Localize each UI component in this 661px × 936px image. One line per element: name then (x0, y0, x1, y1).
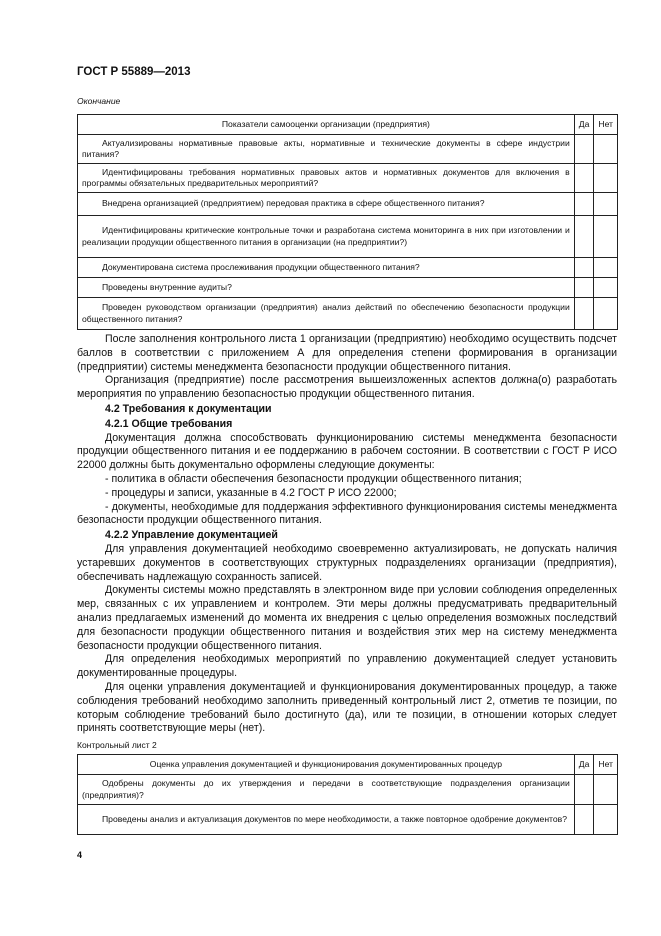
table-continuation-caption: Окончание (77, 96, 121, 106)
question-cell: Документирована система прослеживания продукции общественного питания? (78, 258, 575, 278)
column-header-yes: Да (574, 755, 594, 775)
table-row (78, 164, 618, 193)
question-cell: Актуализированы нормативные правовые акты, нормативные и технические документы в сфере индустрии питания? (78, 135, 575, 164)
document-code: ГОСТ Р 55889—2013 (77, 66, 191, 78)
column-header-no: Нет (594, 755, 618, 775)
yes-cell[interactable] (574, 298, 594, 330)
question-cell: Идентифицированы критические контрольные точки и разработана система мониторинга в них при изготовлении и реализации продукции общественного питания в организации (на предприятии?) (78, 216, 575, 258)
question-cell: Идентифицированы требования нормативных правовых актов и нормативных документов для включения в программы обязательных предварительных мероприятий? (78, 164, 575, 193)
table-row (78, 805, 618, 835)
paragraph: Документация должна способствовать функционированию системы менеджмента безопасности продукции общественного питания и ее поддержанию в рабочем состоянии. В соответствии с ГОСТ Р ИСО 22000 должны быть документально оформлены следующие документы: (77, 431, 617, 472)
paragraph: Для оценки управления документацией и функционирования документированных процедур, а также соблюдения требований необходимо заполнить приведенный контрольный лист 2, отметив те позиции, по которым соблюдение требований было достигнуто (да), или те позиции, в отношении которых следует принять соответствующие меры (нет). (77, 680, 617, 735)
yes-cell[interactable] (574, 135, 594, 164)
paragraph: Для определения необходимых мероприятий по управлению документацией следует установить документированные процедуры. (77, 653, 617, 680)
list-item: - политика в области обеспечения безопасности продукции общественного питания; (105, 472, 522, 485)
yes-cell[interactable] (574, 164, 594, 193)
question-cell: Одобрены документы до их утверждения и передачи в соответствующие подразделения организации (предприятия)? (78, 775, 575, 805)
table-row (78, 258, 618, 278)
paragraph: После заполнения контрольного листа 1 организации (предприятию) необходимо осуществить подсчет баллов в соответствии с приложением А для определения степени формирования в организации (предприятии) системы менеджмента безопасности продукции общественного питания. (77, 333, 617, 373)
page-number: 4 (77, 850, 83, 860)
column-header: Показатели самооценки организации (предприятия) (78, 115, 575, 135)
subsection-heading: 4.2.1 Общие требования (105, 417, 233, 430)
list-item: - документы, необходимые для поддержания эффективного функционирования системы менеджмента безопасности продукции общественного питания. (77, 500, 617, 527)
self-assessment-table (77, 114, 618, 330)
table-row (78, 193, 618, 216)
question-cell: Проведены анализ и актуализация документов по мере необходимости, а также повторное одобрение документов? (78, 805, 575, 835)
question-cell: Проведен руководством организации (предприятия) анализ действий по обеспечению безопасности продукции общественного питания? (78, 298, 575, 330)
section-heading: 4.2 Требования к документации (105, 402, 272, 415)
table-header-row (78, 755, 618, 775)
no-cell[interactable] (594, 278, 618, 298)
no-cell[interactable] (594, 775, 618, 805)
table-row (78, 216, 618, 258)
paragraph: Для управления документацией необходимо своевременно актуализировать, не допускать наличия устаревших документов в соответствующих структурных подразделениях организации (предприятия), обеспечивать надлежащую сохранность записей. (77, 542, 617, 583)
checklist-caption: Контрольный лист 2 (77, 740, 157, 750)
checklist-2-table (77, 754, 618, 835)
table-row (78, 135, 618, 164)
question-cell: Проведены внутренние аудиты? (78, 278, 575, 298)
yes-cell[interactable] (574, 278, 594, 298)
table-header-row (78, 115, 618, 135)
paragraph: Документы системы можно представлять в электронном виде при условии соблюдения определенных мер, связанных с их управлением и контролем. Эти меры должны предусматривать предварительный анализ предлагаемых изменений до момента их внедрения с целью определения возможных последствий для безопасности продукции общественного питания и воздействия этих мер на систему менеджмента безопасности продукции общественного питания. (77, 584, 617, 652)
column-header-no: Нет (594, 115, 618, 135)
no-cell[interactable] (594, 216, 618, 258)
no-cell[interactable] (594, 805, 618, 835)
table-row (78, 298, 618, 330)
question-cell: Внедрена организацией (предприятием) передовая практика в сфере общественного питания? (78, 193, 575, 216)
yes-cell[interactable] (574, 258, 594, 278)
no-cell[interactable] (594, 258, 618, 278)
no-cell[interactable] (594, 298, 618, 330)
yes-cell[interactable] (574, 775, 594, 805)
no-cell[interactable] (594, 164, 618, 193)
table-row (78, 775, 618, 805)
paragraph: Организация (предприятие) после рассмотрения вышеизложенных аспектов должна(о) разработать мероприятия по управлению безопасностью продукции общественного питания. (77, 374, 617, 401)
body-text (77, 333, 617, 736)
subsection-heading: 4.2.2 Управление документацией (105, 529, 278, 542)
no-cell[interactable] (594, 135, 618, 164)
yes-cell[interactable] (574, 805, 594, 835)
yes-cell[interactable] (574, 193, 594, 216)
column-header-yes: Да (574, 115, 594, 135)
no-cell[interactable] (594, 193, 618, 216)
table-row (78, 278, 618, 298)
column-header: Оценка управления документацией и функционирования документированных процедур (78, 755, 575, 775)
list-item: - процедуры и записи, указанные в 4.2 ГОСТ Р ИСО 22000; (105, 486, 397, 499)
yes-cell[interactable] (574, 216, 594, 258)
